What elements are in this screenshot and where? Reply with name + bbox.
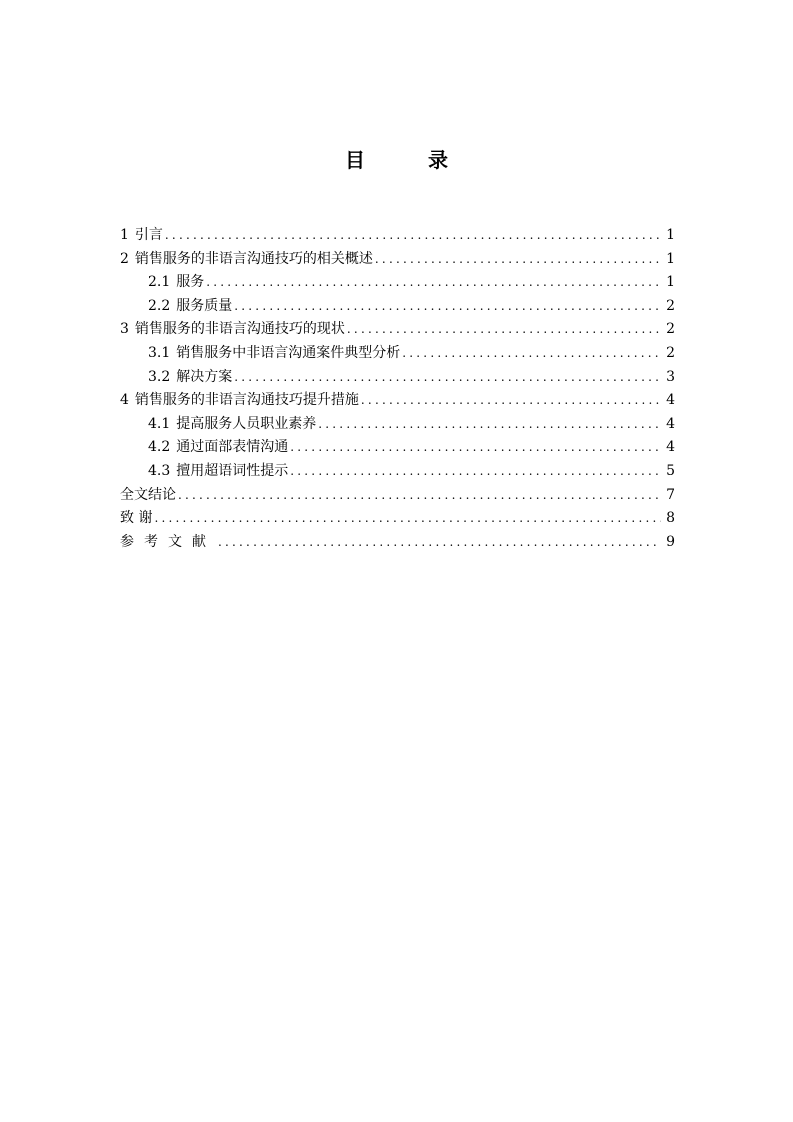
toc-entry-page: 4 — [666, 415, 675, 432]
toc-entry[interactable] — [120, 389, 675, 413]
toc-entry-page: 2 — [666, 344, 675, 361]
toc-entry-number: 1 — [120, 227, 129, 243]
toc-entry-page: 1 — [666, 274, 675, 291]
toc-entry-label: 致 谢 — [120, 510, 153, 527]
toc-entry-label: 服务质量 — [176, 297, 233, 314]
toc-dot-leader — [218, 535, 661, 549]
toc-title: 目 录 — [345, 148, 476, 172]
toc-entry-label: 参考文献 — [120, 533, 216, 550]
toc-entry-number: 4.3 — [148, 462, 171, 479]
toc-entry-label: 销售服务中非语言沟通案件典型分析 — [176, 344, 401, 361]
toc-entry-page: 1 — [666, 227, 675, 243]
toc-entry-number: 3.1 — [148, 344, 171, 361]
toc-entry-page: 9 — [666, 533, 675, 550]
toc-dot-leader — [290, 440, 661, 454]
toc-entry-page: 2 — [666, 297, 675, 314]
toc-entry-number: 3.2 — [148, 368, 171, 385]
toc-entry-number: 2 — [120, 250, 129, 267]
toc-entry[interactable] — [120, 436, 675, 460]
toc-entry-label: 全文结论 — [120, 486, 176, 503]
toc-entry[interactable] — [120, 318, 675, 342]
toc-entry-label: 销售服务的非语言沟通技巧的相关概述 — [134, 250, 373, 267]
toc-entry-label: 服务 — [176, 274, 205, 291]
toc-entry-number: 4.2 — [148, 439, 171, 456]
toc-entry-page: 4 — [666, 439, 675, 456]
toc-entry[interactable] — [120, 531, 675, 555]
toc-entry[interactable] — [120, 248, 675, 272]
toc-entry[interactable] — [120, 295, 675, 319]
toc-dot-leader — [402, 346, 661, 360]
toc-dot-leader — [178, 488, 661, 502]
toc-entry[interactable] — [120, 484, 675, 508]
toc-entry[interactable] — [120, 271, 675, 295]
toc-dot-leader — [234, 370, 661, 384]
toc-dot-leader — [165, 228, 661, 242]
toc-entry[interactable] — [120, 342, 675, 366]
toc-dot-leader — [347, 322, 661, 336]
toc-entry-number: 4 — [120, 392, 129, 409]
toc-entry-number: 3 — [120, 321, 129, 338]
toc-entry-label: 销售服务的非语言沟通技巧提升措施 — [134, 392, 359, 409]
table-of-contents — [120, 224, 675, 554]
toc-entry-number: 2.2 — [148, 297, 171, 314]
toc-dot-leader — [361, 393, 661, 407]
toc-entry-label: 销售服务的非语言沟通技巧的现状 — [134, 321, 345, 338]
toc-entry-page: 2 — [666, 321, 675, 338]
toc-entry[interactable] — [120, 460, 675, 484]
toc-entry-page: 7 — [666, 486, 675, 503]
toc-entry[interactable] — [120, 507, 675, 531]
toc-entry-number: 4.1 — [148, 415, 171, 432]
toc-entry-label: 解决方案 — [176, 368, 233, 385]
toc-entry-page: 1 — [666, 250, 675, 267]
toc-dot-leader — [290, 464, 661, 478]
toc-dot-leader — [318, 417, 661, 431]
toc-entry-number: 2.1 — [148, 274, 171, 291]
toc-dot-leader — [234, 299, 661, 313]
toc-entry-page: 5 — [666, 462, 675, 479]
toc-entry[interactable] — [120, 224, 675, 248]
toc-entry-label: 擅用超语词性提示 — [176, 462, 289, 479]
toc-entry-label: 提高服务人员职业素养 — [176, 415, 317, 432]
toc-entry-label: 通过面部表情沟通 — [176, 439, 289, 456]
toc-entry[interactable] — [120, 413, 675, 437]
toc-entry-page: 3 — [666, 368, 675, 385]
toc-dot-leader — [206, 275, 661, 289]
toc-dot-leader — [375, 252, 661, 266]
toc-entry-page: 4 — [666, 392, 675, 409]
toc-entry[interactable] — [120, 366, 675, 390]
toc-entry-label: 引言 — [134, 227, 163, 243]
toc-dot-leader — [154, 511, 661, 525]
toc-entry-page: 8 — [666, 510, 675, 527]
